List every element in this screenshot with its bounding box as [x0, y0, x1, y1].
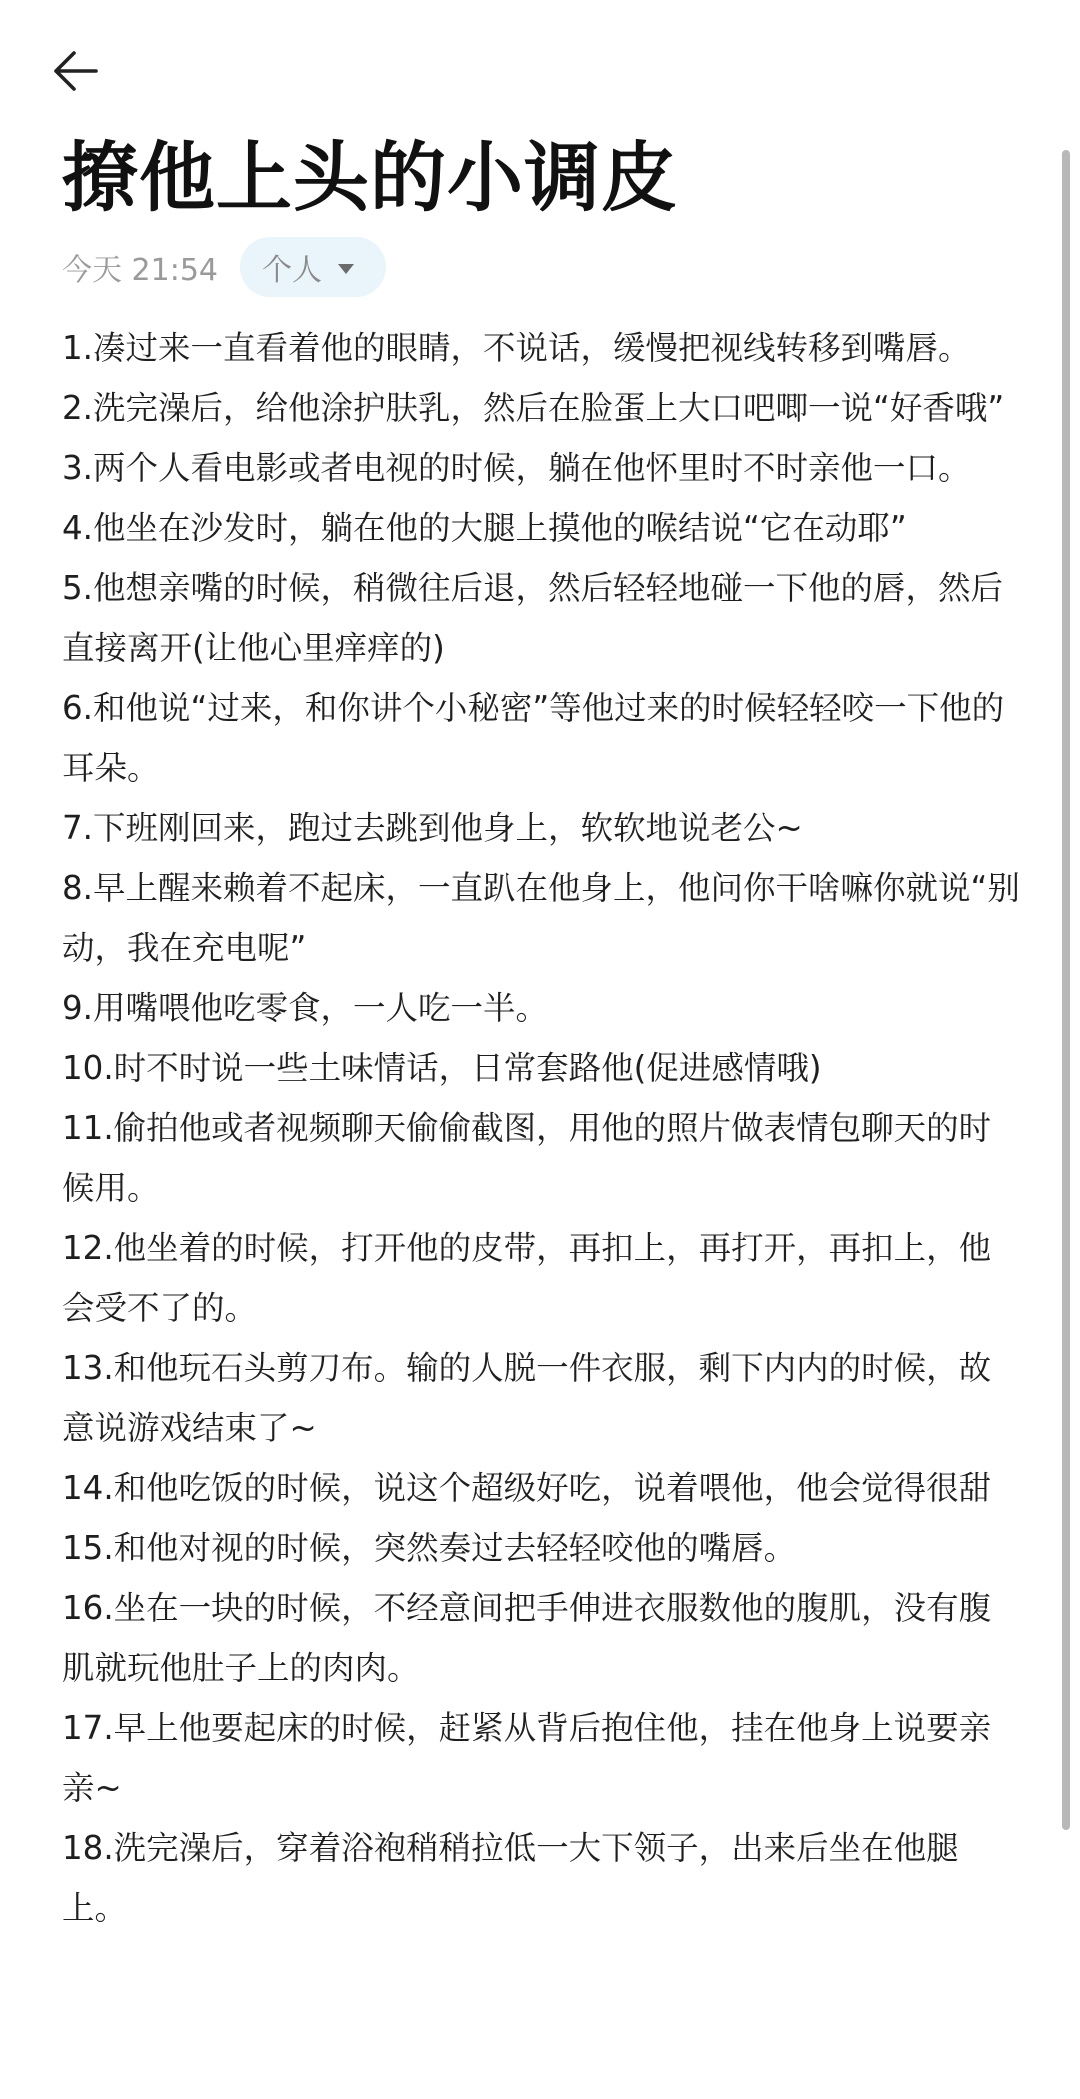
note-paragraph: 18.洗完澡后，穿着浴袍稍稍拉低一大下领子，出来后坐在他腿上。: [62, 1829, 959, 1927]
note-paragraph: 2.洗完澡后，给他涂护肤乳，然后在脸蛋上大口吧唧一说“好香哦”: [62, 389, 1005, 427]
back-button[interactable]: [52, 36, 132, 106]
caret-down-icon: [338, 264, 354, 274]
scrollbar[interactable]: [1062, 150, 1070, 1830]
note-paragraph: 12.他坐着的时候，打开他的皮带，再扣上，再打开，再扣上，他会受不了的。: [62, 1229, 992, 1327]
note-paragraph: 17.早上他要起床的时候，赶紧从背后抱住他，挂在他身上说要亲亲~: [62, 1709, 992, 1807]
note-meta: [62, 236, 386, 298]
note-body[interactable]: [62, 318, 1022, 1938]
note-paragraph: 8.早上醒来赖着不起床，一直趴在他身上，他问你干啥嘛你就说“别动，我在充电呢”: [62, 869, 1020, 967]
arrow-left-icon: [52, 50, 98, 92]
note-paragraph: 13.和他玩石头剪刀布。输的人脱一件衣服，剩下内内的时候，故意说游戏结束了~: [62, 1349, 992, 1447]
folder-label: 个人: [262, 253, 322, 288]
note-paragraph: 9.用嘴喂他吃零食，一人吃一半。: [62, 989, 549, 1027]
note-paragraph: 1.凑过来一直看着他的眼睛，不说话，缓慢把视线转移到嘴唇。: [62, 329, 971, 367]
note-paragraph: 16.坐在一块的时候，不经意间把手伸进衣服数他的腹肌，没有腹肌就玩他肚子上的肉肉。: [62, 1589, 992, 1687]
note-paragraph: 10.时不时说一些土味情话，日常套路他(促进感情哦): [62, 1049, 822, 1087]
note-paragraph: 7.下班刚回来，跑过去跳到他身上，软软地说老公~: [62, 809, 803, 847]
note-title[interactable]: 撩他上头的小调皮: [62, 133, 678, 222]
folder-selector[interactable]: [240, 237, 386, 297]
note-paragraph: 4.他坐在沙发时，躺在他的大腿上摸他的喉结说“它在动耶”: [62, 509, 907, 547]
note-paragraph: 6.和他说“过来，和你讲个小秘密”等他过来的时候轻轻咬一下他的耳朵。: [62, 689, 1005, 787]
note-timestamp: 今天 21:54: [62, 253, 218, 288]
note-paragraph: 15.和他对视的时候，突然奏过去轻轻咬他的嘴唇。: [62, 1529, 797, 1567]
note-paragraph: 3.两个人看电影或者电视的时候，躺在他怀里时不时亲他一口。: [62, 449, 971, 487]
note-paragraph: 5.他想亲嘴的时候，稍微往后退，然后轻轻地碰一下他的唇，然后直接离开(让他心里痒痒的): [62, 569, 1004, 667]
note-paragraph: 14.和他吃饭的时候，说这个超级好吃，说着喂他，他会觉得很甜: [62, 1469, 992, 1507]
note-paragraph: 11.偷拍他或者视频聊天偷偷截图，用他的照片做表情包聊天的时候用。: [62, 1109, 992, 1207]
